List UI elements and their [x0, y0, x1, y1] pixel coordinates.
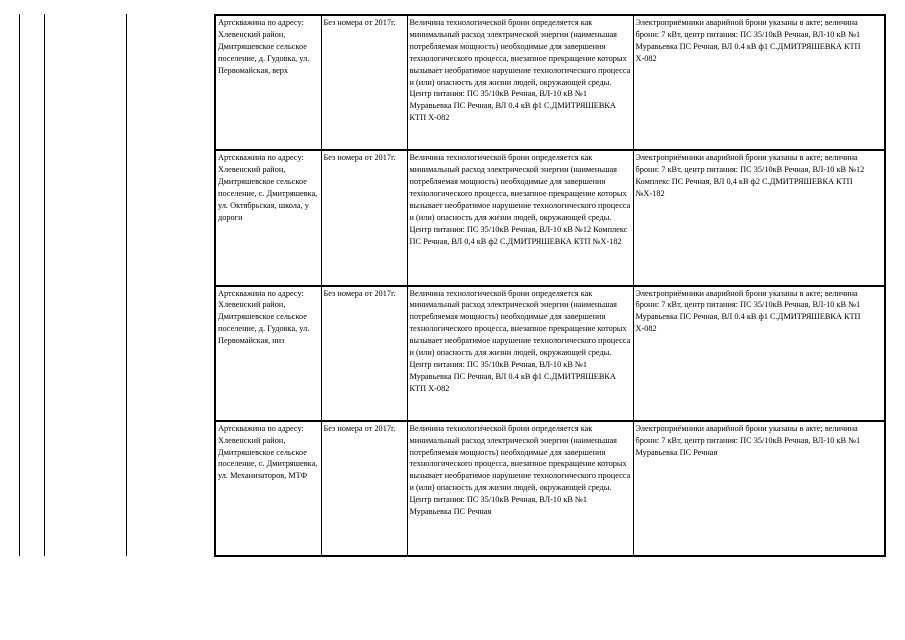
object-address-cell: Артскважина по адресу: Хлевенский район, Дмитряшевское сельское поселение, д. Гудовка, ул. Первомайская, низ: [215, 286, 321, 421]
emergency-reserve-table: [214, 14, 886, 557]
object-address-cell: Артскважина по адресу: Хлевенский район, Дмитряшевское сельское поселение, с. Дмитряшевка, ул. Октябрьская, школа, у дороги: [215, 150, 321, 285]
act-number-cell: Без номера от 2017г.: [321, 15, 407, 150]
reserve-basis-cell: Величина технологической брони определяется как минимальный расход электрической энергии (наименьшая потребляемая мощность) необходимые для завершения технологического процесса, внезапное прекращение которых вызывает необратимое нарушение технологического процесса и (или) опасность для жизни людей, окружающей среды. Центр питания: ПС 35/10кВ Речная, ВЛ-10 кВ №1 Муравьевка ПС Речная: [407, 421, 633, 556]
receivers-cell: Электроприёмники аварийной брони указаны в акте; величина брони: 7 кВт, центр питания: ПС 35/10кВ Речная, ВЛ-10 кВ №1 Муравьевка ПС Речная, ВЛ 0.4 кВ ф1 С.ДМИТРЯШЕВКА КТП Х-082: [633, 286, 885, 421]
receivers-cell: Электроприёмники аварийной брони указаны в акте; величина брони: 7 кВт, центр питания: ПС 35/10кВ Речная, ВЛ-10 кВ №1 Муравьевка ПС Речная, ВЛ 0.4 кВ ф1 С.ДМИТРЯШЕВКА КТП Х-082: [633, 15, 885, 150]
table-row: [215, 286, 885, 421]
table-row: [215, 150, 885, 285]
reserve-basis-cell: Величина технологической брони определяется как минимальный расход электрической энергии (наименьшая потребляемая мощность) необходимые для завершения технологического процесса, внезапное прекращение которых вызывает необратимое нарушение технологического процесса и (или) опасность для жизни людей, окружающей среды. Центр питания: ПС 35/10кВ Речная, ВЛ-10 кВ №1 Муравьевка ПС Речная, ВЛ 0.4 кВ ф1 С.ДМИТРЯШЕВКА КТП Х-082: [407, 286, 633, 421]
receivers-cell: Электроприёмники аварийной брони указаны в акте; величина брони: 7 кВт, центр питания: ПС 35/10кВ Речная, ВЛ-10 кВ №1 Муравьевка ПС Речная: [633, 421, 885, 556]
left-border-line: [126, 14, 127, 556]
object-address-cell: Артскважина по адресу: Хлевенский район, Дмитряшевское сельское поселение, с. Дмитряшевка, ул. Механизаторов, МТФ: [215, 421, 321, 556]
receivers-cell: Электроприёмники аварийной брони указаны в акте; величина брони: 7 кВт, центр питания: ПС 35/10кВ Речная, ВЛ-10 кВ №12 Комплекс ПС Речная, ВЛ 0,4 кВ ф2 С.ДМИТРЯШЕВКА КТП №Х-182: [633, 150, 885, 285]
table-row: [215, 15, 885, 150]
act-number-cell: Без номера от 2017г.: [321, 150, 407, 285]
left-border-line: [44, 14, 45, 556]
left-border-line: [19, 14, 20, 556]
act-number-cell: Без номера от 2017г.: [321, 286, 407, 421]
act-number-cell: Без номера от 2017г.: [321, 421, 407, 556]
reserve-basis-cell: Величина технологической брони определяется как минимальный расход электрической энергии (наименьшая потребляемая мощность) необходимые для завершения технологического процесса, внезапное прекращение которых вызывает необратимое нарушение технологического процесса и (или) опасность для жизни людей, окружающей среды. Центр питания: ПС 35/10кВ Речная, ВЛ-10 кВ №1 Муравьевка ПС Речная, ВЛ 0.4 кВ ф1 С.ДМИТРЯШЕВКА КТП Х-082: [407, 15, 633, 150]
table-row: [215, 421, 885, 556]
object-address-cell: Артскважина по адресу: Хлевенский район, Дмитряшевское сельское поселение, д. Гудовка, ул. Первомайская, верх: [215, 15, 321, 150]
reserve-basis-cell: Величина технологической брони определяется как минимальный расход электрической энергии (наименьшая потребляемая мощность) необходимые для завершения технологического процесса, внезапное прекращение которых вызывает необратимое нарушение технологического процесса и (или) опасность для жизни людей, окружающей среды. Центр питания: ПС 35/10кВ Речная, ВЛ-10 кВ №12 Комплекс ПС Речная, ВЛ 0,4 кВ ф2 С.ДМИТРЯШЕВКА КТП №Х-182: [407, 150, 633, 285]
